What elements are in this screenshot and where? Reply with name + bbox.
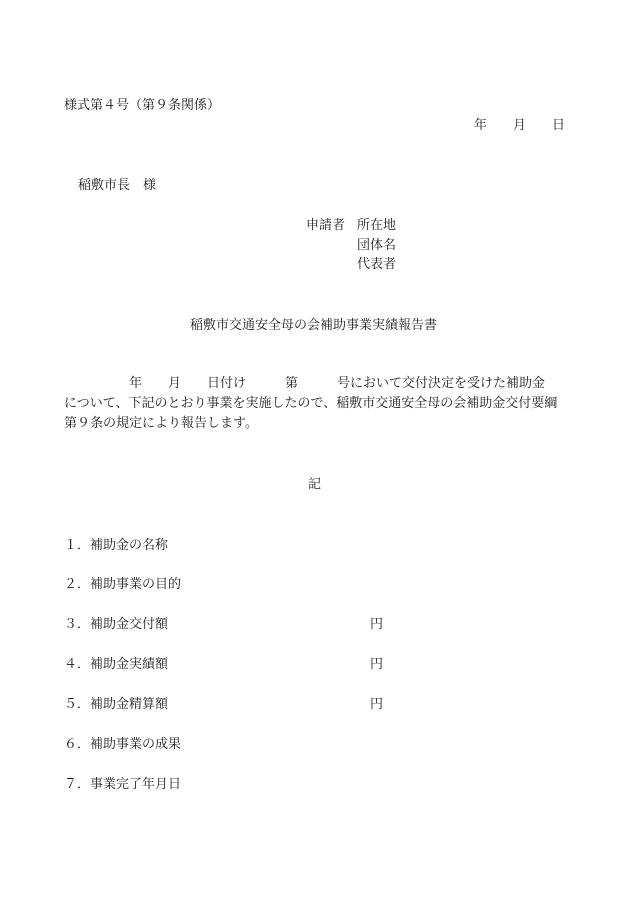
applicant-address: 所在地 bbox=[357, 218, 397, 233]
body-line: について、下記のとおり事業を実施したので、稲敷市交通安全母の会補助金交付要綱 bbox=[64, 396, 558, 411]
document-title: 稲敷市交通安全母の会補助事業実績報告書 bbox=[190, 318, 438, 333]
ki-heading: 記 bbox=[308, 477, 322, 492]
item-label: ４．補助金実績額 bbox=[64, 657, 169, 672]
item-label: １．補助金の名称 bbox=[64, 538, 169, 553]
item-label: ７．事業完了年月日 bbox=[64, 777, 182, 792]
date-line: 年 月 日 bbox=[474, 118, 566, 133]
body-line: 第９条の規定により報告します。 bbox=[64, 416, 258, 431]
applicant-label: 申請者 bbox=[306, 218, 346, 233]
item-label: ６．補助事業の成果 bbox=[64, 737, 182, 752]
item-label: ５．補助金精算額 bbox=[64, 697, 169, 712]
item-unit: 円 bbox=[370, 697, 384, 712]
applicant-group: 団体名 bbox=[357, 238, 397, 253]
form-label: 様式第４号（第９条関係） bbox=[64, 98, 221, 113]
applicant-representative: 代表者 bbox=[357, 257, 397, 272]
addressee: 稲敷市長 様 bbox=[78, 178, 157, 193]
item-unit: 円 bbox=[370, 617, 384, 632]
item-label: ２．補助事業の目的 bbox=[64, 577, 182, 592]
body-paragraph bbox=[64, 374, 584, 434]
item-label: ３．補助金交付額 bbox=[64, 617, 169, 632]
body-line: 年 月 日付け 第 号において交付決定を受けた補助金 bbox=[64, 376, 546, 391]
item-unit: 円 bbox=[370, 657, 384, 672]
